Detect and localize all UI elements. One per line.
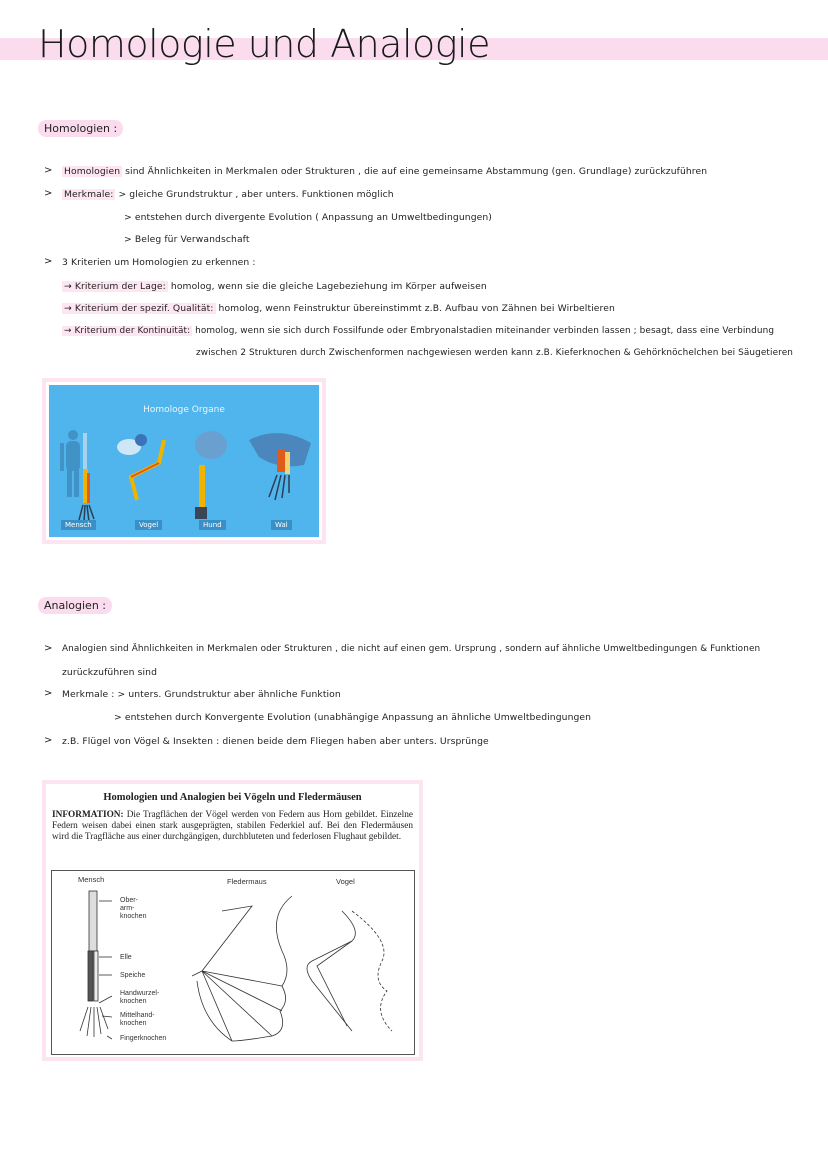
bullet: > bbox=[44, 688, 53, 699]
column-label: Mensch bbox=[78, 875, 105, 884]
text-line: > Beleg für Verwandschaft bbox=[124, 234, 250, 245]
text-line: Analogien sind Ähnlichkeiten in Merkmalen oder Strukturen , die nicht auf einen gem. Ursprung , sondern auf ähnliche Umweltbedingungen & Funktionen bbox=[62, 644, 761, 654]
column-label: Vogel bbox=[336, 877, 355, 886]
text-line: Merkmale: > gleiche Grundstruktur , aber unters. Funktionen möglich bbox=[64, 189, 394, 200]
text-line: z.B. Flügel von Vögel & Insekten : dienen beide dem Fliegen haben aber unters. Ursprünge bbox=[62, 736, 489, 747]
bullet: > bbox=[44, 643, 53, 654]
bone-label: Ober- arm- knochen bbox=[120, 897, 147, 920]
text-line: zurückzuführen sind bbox=[62, 667, 158, 678]
text-line: → Kriterium der Lage: homolog, wenn sie die gleiche Lagebeziehung im Körper aufweisen bbox=[64, 281, 487, 292]
bone-label: Speiche bbox=[120, 972, 146, 979]
bone-drawings bbox=[52, 871, 414, 1054]
tag-wal: Wal bbox=[271, 520, 292, 530]
text-line: → Kriterium der spezif. Qualität: homolog, wenn Feinstruktur übereinstimmt z.B. Aufbau von Zähnen bei Wirbeltieren bbox=[64, 303, 615, 314]
bullet: > bbox=[44, 188, 53, 199]
page-title: Homologie und Analogie bbox=[38, 22, 490, 66]
bullet: > bbox=[44, 735, 53, 746]
text-line: zwischen 2 Strukturen durch Zwischenformen nachgewiesen werden kann z.B. Kieferknochen & Gehörknöchelchen bei Säugetieren bbox=[196, 348, 793, 358]
bullet: > bbox=[44, 256, 53, 267]
text-line: > entstehen durch divergente Evolution ( Anpassung an Umweltbedingungen) bbox=[124, 212, 492, 223]
section-label-homologien: Homologien : bbox=[38, 120, 123, 137]
text-line: Merkmale : > unters. Grundstruktur aber ähnliche Funktion bbox=[62, 689, 341, 700]
section-label-analogien: Analogien : bbox=[38, 597, 112, 614]
tag-vogel: Vogel bbox=[135, 520, 162, 530]
bone-label: Handwurzel- knochen bbox=[120, 990, 160, 1005]
tag-hund: Hund bbox=[199, 520, 226, 530]
text-line: Homologien sind Ähnlichkeiten in Merkmalen oder Strukturen , die auf eine gemeinsame Abstammung (gen. Grundlage) zurückzuführen bbox=[64, 166, 708, 177]
figure-title: Homologe Organe bbox=[143, 405, 225, 415]
text-line: → Kriterium der Kontinuität: homolog, wenn sie sich durch Fossilfunde oder Embryonalstadien miteinander verbinden lassen ; besagt, dass eine Verbindung bbox=[64, 326, 775, 336]
bone-label: Fingerknochen bbox=[120, 1035, 167, 1042]
tag-mensch: Mensch bbox=[61, 520, 96, 530]
limb-illustrations bbox=[49, 385, 319, 537]
bullet: > bbox=[44, 165, 53, 176]
bone-label: Elle bbox=[120, 954, 132, 961]
wing-diagram bbox=[51, 870, 415, 1055]
figure-title: Homologien und Analogien bei Vögeln und Fledermäusen bbox=[103, 792, 362, 803]
text-line: 3 Kriterien um Homologien zu erkennen : bbox=[62, 257, 256, 268]
column-label: Fledermaus bbox=[227, 877, 267, 886]
homologe-organe-image bbox=[42, 378, 326, 544]
info-text: INFORMATION: Die Tragflächen der Vögel werden von Federn aus Horn gebildet. Einzelne Federn weisen dabei einen stark ausgeprägten, stabilen Federkiel auf. Bei den Fledermäusen wird die Tragfläche aus einer durchgängigen, durchbluteten und federlosen Flughaut gebildet. bbox=[52, 810, 413, 842]
text-line: > entstehen durch Konvergente Evolution (unabhängige Anpassung an ähnliche Umweltbedingungen bbox=[114, 712, 592, 723]
voegel-fledermaeuse-image bbox=[42, 780, 423, 1061]
bone-label: Mittelhand- knochen bbox=[120, 1012, 155, 1027]
